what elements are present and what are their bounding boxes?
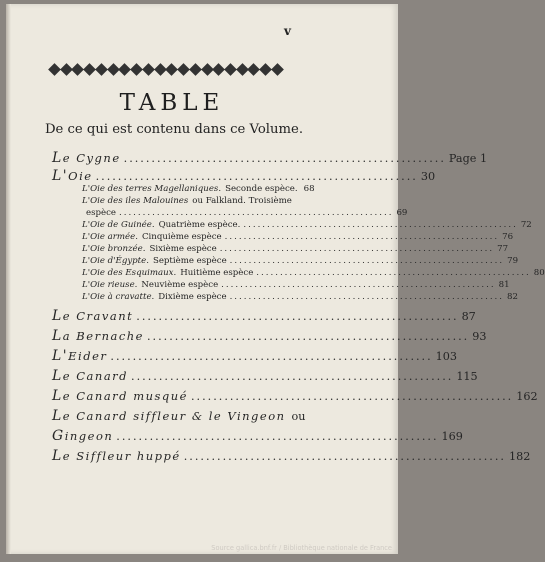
entry-description: Huitième espèce <box>180 268 254 278</box>
entry-name: L'Eider <box>52 348 108 364</box>
entry-name: L'Oie bronzée. <box>82 244 146 254</box>
entry-name: L'Oie d'Égypte. <box>82 256 149 266</box>
entry-description: ou Falkland. Troisième <box>192 196 292 206</box>
entry-continuation: ou <box>291 410 306 423</box>
toc-subentry[interactable] <box>82 196 292 206</box>
entry-page: 162 <box>516 390 538 403</box>
toc-entry[interactable] <box>52 408 306 424</box>
toc-subentry[interactable] <box>82 256 519 266</box>
page-title: TABLE <box>119 90 225 116</box>
page-spine-shadow <box>6 4 11 554</box>
entry-name: Le Siffleur huppé <box>52 448 181 464</box>
toc-subentry[interactable] <box>82 220 532 230</box>
entry-name: L'Oie rieuse. <box>82 280 138 290</box>
toc-entry[interactable] <box>52 348 458 364</box>
toc-entry[interactable] <box>52 328 487 344</box>
entry-description: espèce <box>86 208 116 218</box>
entry-description: Neuvième espèce <box>141 280 219 290</box>
toc-subentry[interactable] <box>82 268 545 278</box>
toc-subentry[interactable] <box>82 292 518 302</box>
entry-page: Page 1 <box>448 152 488 165</box>
toc-subentry[interactable] <box>82 244 509 254</box>
leader-dots: .......................................................... <box>256 268 531 278</box>
entry-page: 82 <box>507 292 518 302</box>
entry-name: Le Canard musqué <box>52 388 188 404</box>
leader-dots: .......................................................... <box>118 208 394 218</box>
leader-dots: .......................................................... <box>116 430 439 443</box>
source-credit: Source gallica.bnf.fr / Bibliothèque nationale de France <box>211 544 392 552</box>
entry-name: La Bernache <box>52 328 144 344</box>
entry-description: Dixième espèce <box>158 292 227 302</box>
leader-dots: .......................................................... <box>229 292 505 302</box>
leader-dots: .......................................................... <box>221 280 496 290</box>
entry-name: L'Oie de Guinée. <box>82 220 155 230</box>
entry-page: 72 <box>520 220 532 230</box>
entry-description: Seconde espèce. <box>225 184 298 194</box>
entry-page: 87 <box>461 310 476 323</box>
leader-dots: .......................................................... <box>131 370 454 383</box>
entry-name: L'Oie des iles Malouines <box>82 196 189 206</box>
decorative-ornament-band <box>50 62 282 76</box>
entry-page: 81 <box>498 280 510 290</box>
toc-entry[interactable] <box>52 448 531 464</box>
entry-description: Cinquième espèce <box>141 232 222 242</box>
toc-subentry[interactable] <box>82 232 514 242</box>
toc-subentry[interactable] <box>82 184 315 194</box>
toc-subentry[interactable] <box>82 208 408 218</box>
entry-page: 80 <box>533 268 545 278</box>
entry-page: 115 <box>456 370 478 383</box>
entry-page: 103 <box>435 350 458 363</box>
entry-page: 68 <box>303 184 315 194</box>
leader-dots: .......................................................... <box>190 390 514 403</box>
entry-page: 169 <box>441 430 463 443</box>
leader-dots: .......................................................... <box>110 350 433 363</box>
entry-name: Le Canard <box>52 368 129 384</box>
leader-dots: .......................................................... <box>123 152 446 165</box>
entry-name: L'Oie des Esquimaux. <box>82 268 177 278</box>
entry-name: L'Oie des terres Magellaniques. <box>82 184 222 194</box>
entry-name: Gingeon <box>52 428 114 444</box>
entry-name: L'Oie armée. <box>82 232 138 242</box>
leader-dots: .......................................................... <box>183 450 506 463</box>
leader-dots: .......................................................... <box>146 330 470 343</box>
leader-dots: .......................................................... <box>219 244 495 254</box>
toc-entry[interactable] <box>52 150 488 166</box>
entry-page: 79 <box>507 256 519 266</box>
toc-entry[interactable] <box>52 168 436 184</box>
page-number: v <box>284 24 291 38</box>
book-page <box>6 4 545 554</box>
toc-entry[interactable] <box>52 368 478 384</box>
entry-description: Sixième espèce <box>149 244 217 254</box>
entry-page: 77 <box>497 244 509 254</box>
entry-description: Septième espèce <box>152 256 227 266</box>
entry-name: L'Oie à cravatte. <box>82 292 155 302</box>
entry-page: 69 <box>396 208 408 218</box>
toc-entry[interactable] <box>52 428 463 444</box>
leader-dots: .......................................................... <box>136 310 459 323</box>
entry-description: Quatrième espèce. <box>158 220 241 230</box>
leader-dots: .......................................................... <box>95 170 418 183</box>
entry-page: 182 <box>508 450 531 463</box>
entry-page: 76 <box>502 232 514 242</box>
toc-subentry[interactable] <box>82 280 510 290</box>
leader-dots: .......................................................... <box>243 220 518 230</box>
toc-entry[interactable] <box>52 388 538 404</box>
leader-dots: .......................................................... <box>229 256 505 266</box>
toc-entry[interactable] <box>52 308 476 324</box>
leader-dots: .......................................................... <box>224 232 500 242</box>
entry-name: Le Cygne <box>52 150 121 166</box>
entry-name: Le Cravant <box>52 308 134 324</box>
entry-page: 30 <box>420 170 436 183</box>
entry-page: 93 <box>472 330 487 343</box>
entry-name: L'Oie <box>52 168 93 184</box>
page-subtitle: De ce qui est contenu dans ce Volume. <box>44 122 304 137</box>
entry-name: Le Canard siffleur & le Vingeon <box>52 408 286 424</box>
